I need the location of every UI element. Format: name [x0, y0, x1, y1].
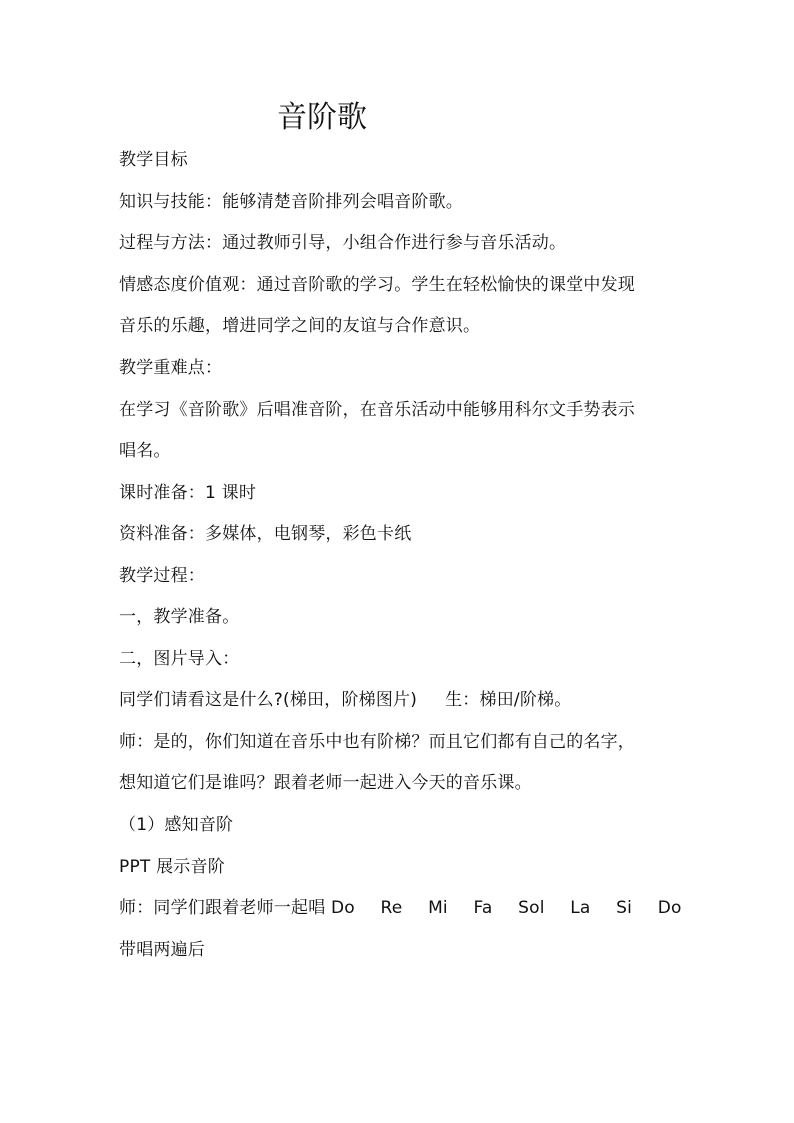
- key-points-line-2: 唱名。: [119, 441, 171, 461]
- process-methods-line: 过程与方法：通过教师引导，小组合作进行参与音乐活动。: [119, 233, 567, 253]
- dialogue-answer: 生：梯田/阶梯。: [445, 690, 572, 710]
- note-do-high: Do: [657, 898, 682, 918]
- knowledge-skills-line: 知识与技能：能够清楚音阶排列会唱音阶歌。: [119, 192, 463, 212]
- key-points-line-1: 在学习《音阶歌》后唱准音阶，在音乐活动中能够用科尔文手势表示: [119, 400, 635, 420]
- note-fa: Fa: [473, 898, 493, 918]
- singing-line: [119, 896, 682, 920]
- note-mi: Mi: [428, 898, 448, 918]
- note-la: La: [570, 898, 591, 918]
- teacher-line-2: 想知道它们是谁吗？跟着老师一起进入今天的音乐课。: [119, 773, 532, 793]
- attitude-values-line-1: 情感态度价值观：通过音阶歌的学习。学生在轻松愉快的课堂中发现: [119, 275, 635, 295]
- step-one-line: 一，教学准备。: [119, 607, 240, 627]
- ppt-line: PPT 展示音阶: [119, 857, 225, 877]
- note-si: Si: [616, 898, 633, 918]
- dialogue-question: 同学们请看这是什么?(梯田，阶梯图片): [119, 690, 418, 710]
- materials-line: 资料准备：多媒体，电钢琴，彩色卡纸: [119, 524, 412, 544]
- note-do: Do: [331, 898, 355, 918]
- key-points-heading: 教学重难点：: [119, 358, 223, 378]
- teacher-line-1: 师：是的，你们知道在音乐中也有阶梯？而且它们都有自己的名字，: [119, 732, 635, 752]
- document-title: 音阶歌: [277, 100, 367, 135]
- note-sol: Sol: [518, 898, 545, 918]
- teaching-objectives-heading: 教学目标: [119, 150, 188, 170]
- class-hours-line: 课时准备：1 课时: [119, 483, 257, 503]
- step-two-line: 二，图片导入：: [119, 649, 240, 669]
- attitude-values-line-2: 音乐的乐趣，增进同学之间的友谊与合作意识。: [119, 316, 481, 336]
- section-one-heading: （1）感知音阶: [119, 815, 234, 835]
- singing-intro: 师：同学们跟着老师一起唱: [119, 898, 332, 918]
- dialogue-line: [119, 688, 571, 712]
- note-re: Re: [380, 898, 403, 918]
- teaching-process-heading: 教学过程：: [119, 566, 205, 586]
- closing-line: 带唱两遍后: [119, 940, 205, 960]
